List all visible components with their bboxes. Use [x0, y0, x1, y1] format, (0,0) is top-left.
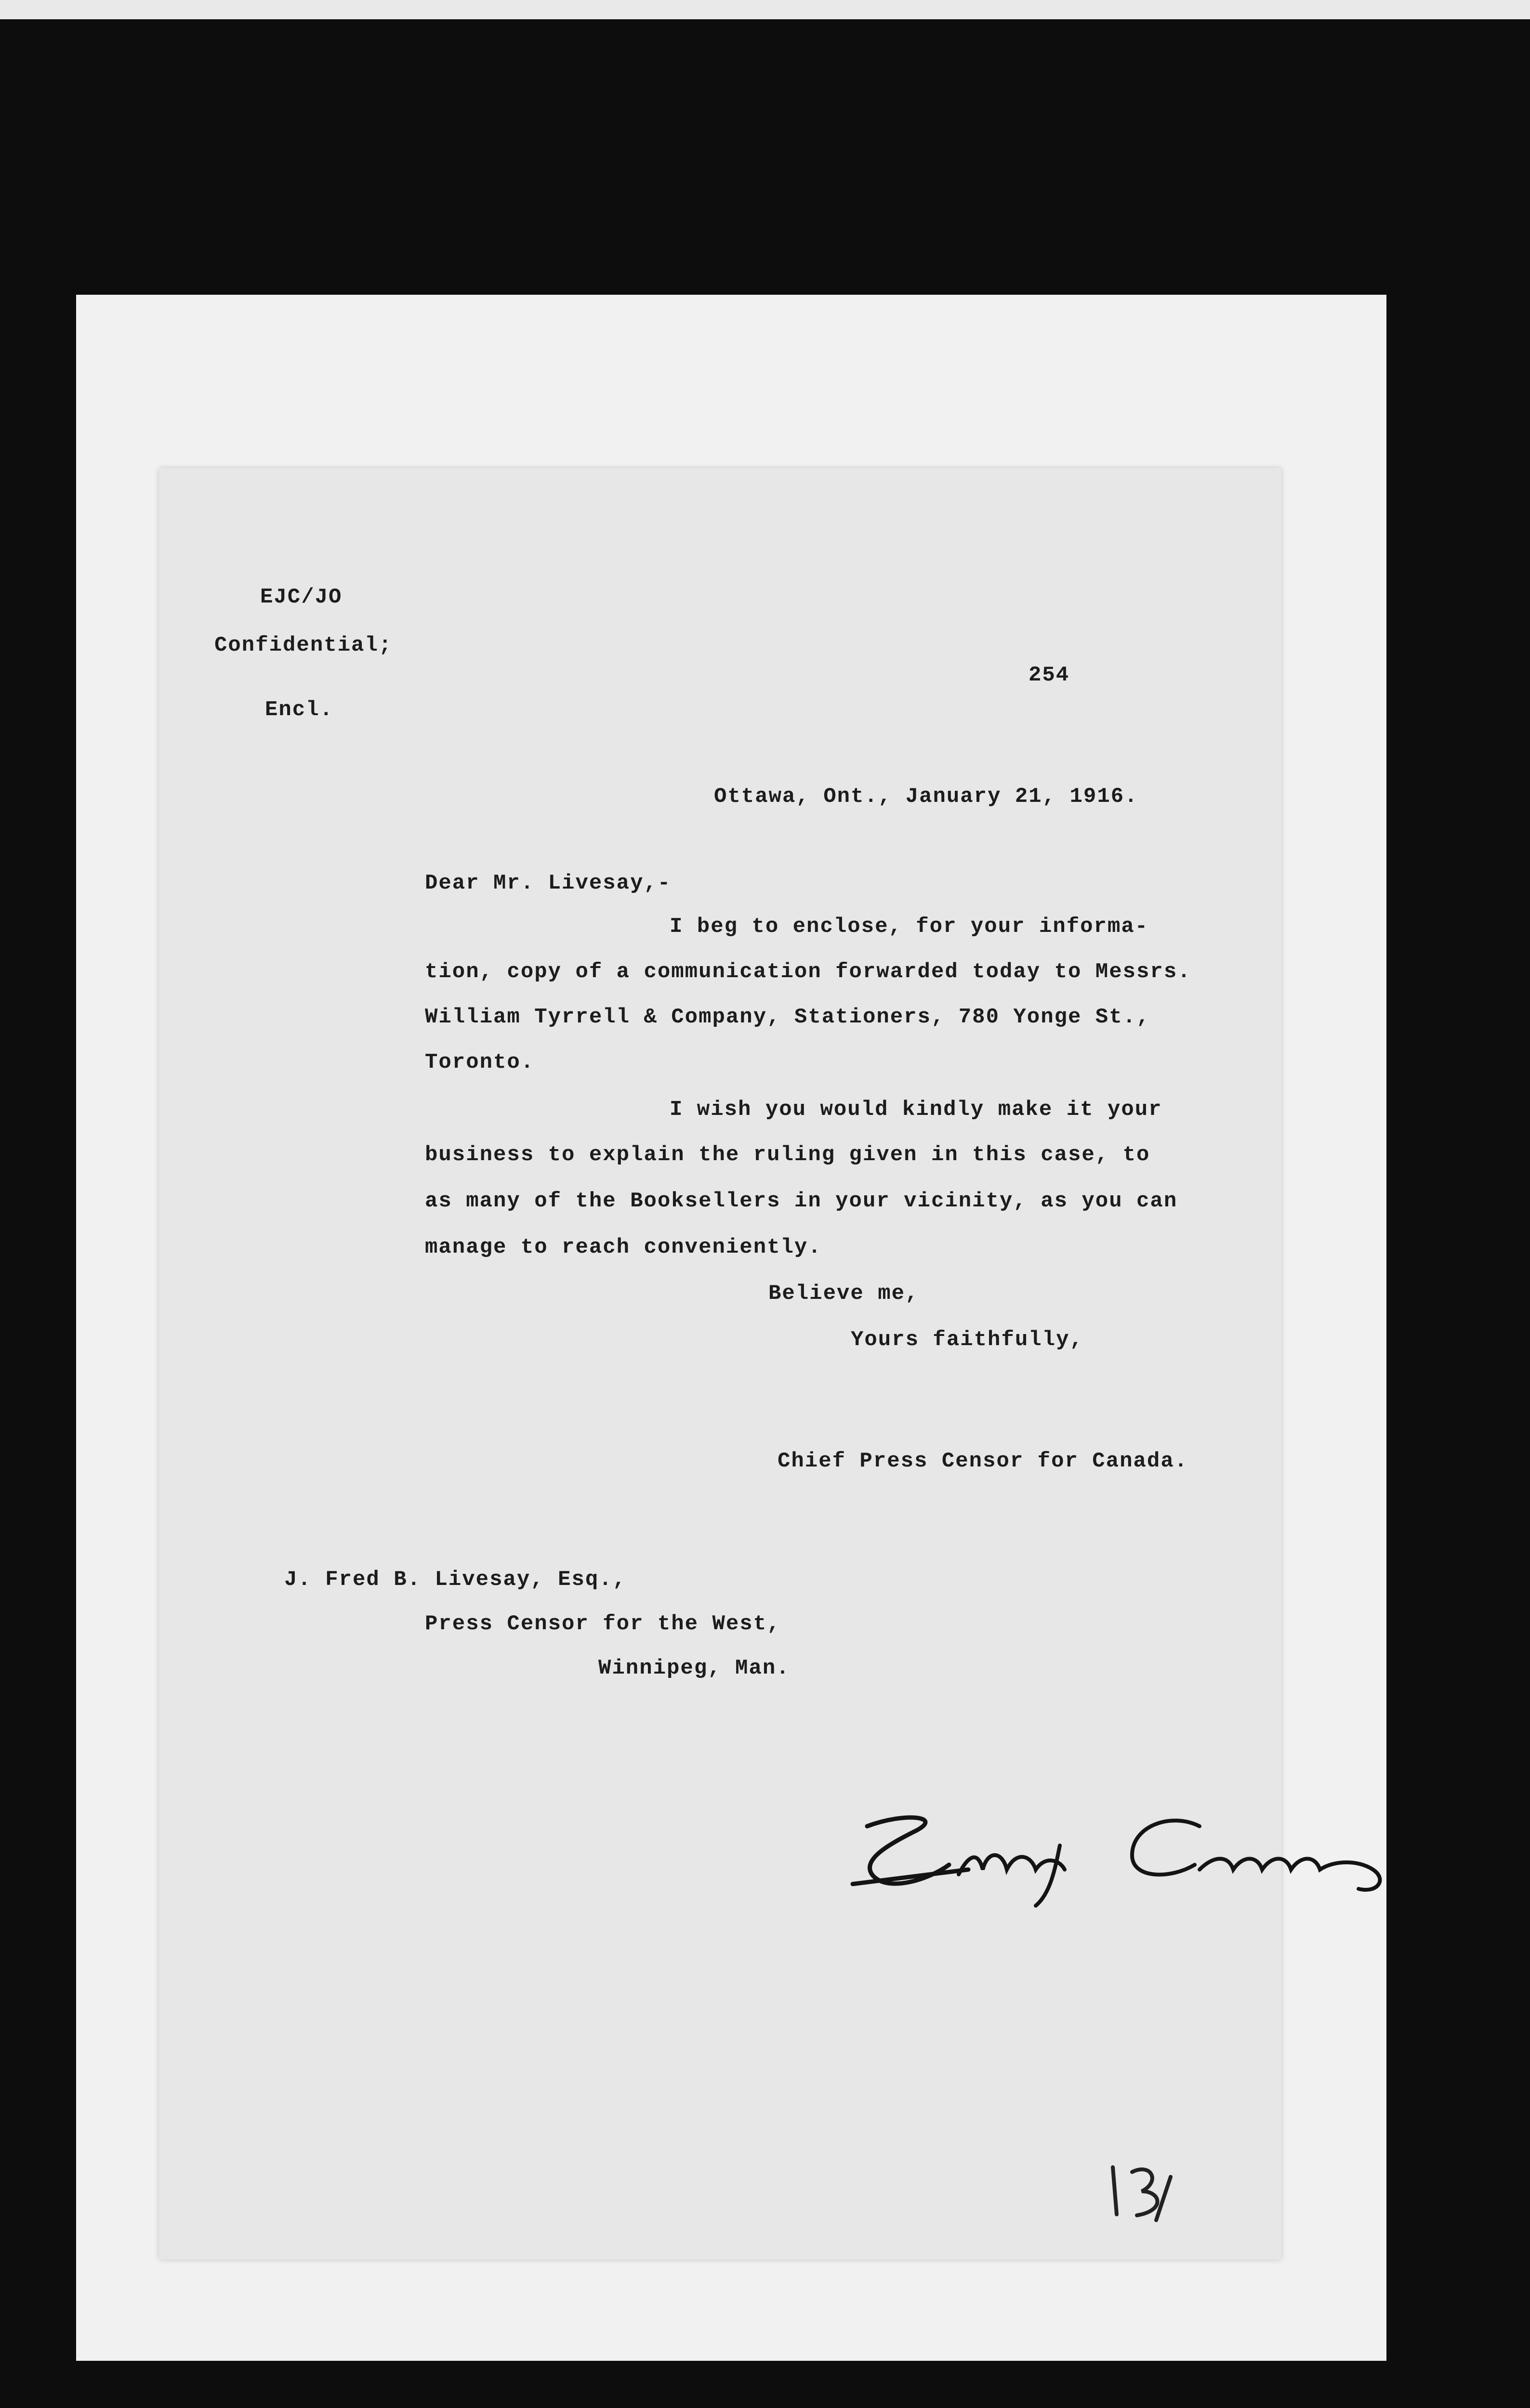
film-edge	[0, 0, 1530, 19]
closing-yours-faithfully: Yours faithfully,	[851, 1328, 1083, 1352]
body-line: I beg to enclose, for your informa-	[670, 915, 1149, 939]
file-number: 254	[1029, 663, 1070, 687]
addressee-title: Press Censor for the West,	[425, 1612, 781, 1636]
body-line: business to explain the ruling given in this case, to	[425, 1143, 1150, 1167]
letter-page	[159, 468, 1281, 2260]
salutation: Dear Mr. Livesay,-	[425, 871, 672, 895]
body-line: Toronto.	[425, 1050, 535, 1074]
signature-name: Ernest J. Chambers	[1120, 1903, 1125, 1904]
enclosure-mark: Encl.	[265, 698, 334, 722]
reference-initials: EJC/JO	[260, 585, 343, 609]
body-line: manage to reach conveniently.	[425, 1235, 822, 1259]
signer-title: Chief Press Censor for Canada.	[778, 1449, 1188, 1473]
closing-believe-me: Believe me,	[768, 1282, 919, 1306]
addressee-city: Winnipeg, Man.	[598, 1656, 790, 1680]
date-line: Ottawa, Ont., January 21, 1916.	[714, 785, 1138, 809]
body-line: William Tyrrell & Company, Stationers, 780 Yonge St.,	[425, 1005, 1150, 1029]
addressee-name: J. Fred B. Livesay, Esq.,	[284, 1568, 627, 1592]
body-line: tion, copy of a communication forwarded today to Messrs.	[425, 960, 1191, 984]
confidential-mark: Confidential;	[214, 633, 393, 657]
body-line: as many of the Booksellers in your vicinity, as you can	[425, 1189, 1178, 1213]
signature	[833, 1797, 1407, 1908]
body-line: I wish you would kindly make it your	[670, 1098, 1162, 1122]
handwritten-page-number	[1103, 2158, 1185, 2225]
